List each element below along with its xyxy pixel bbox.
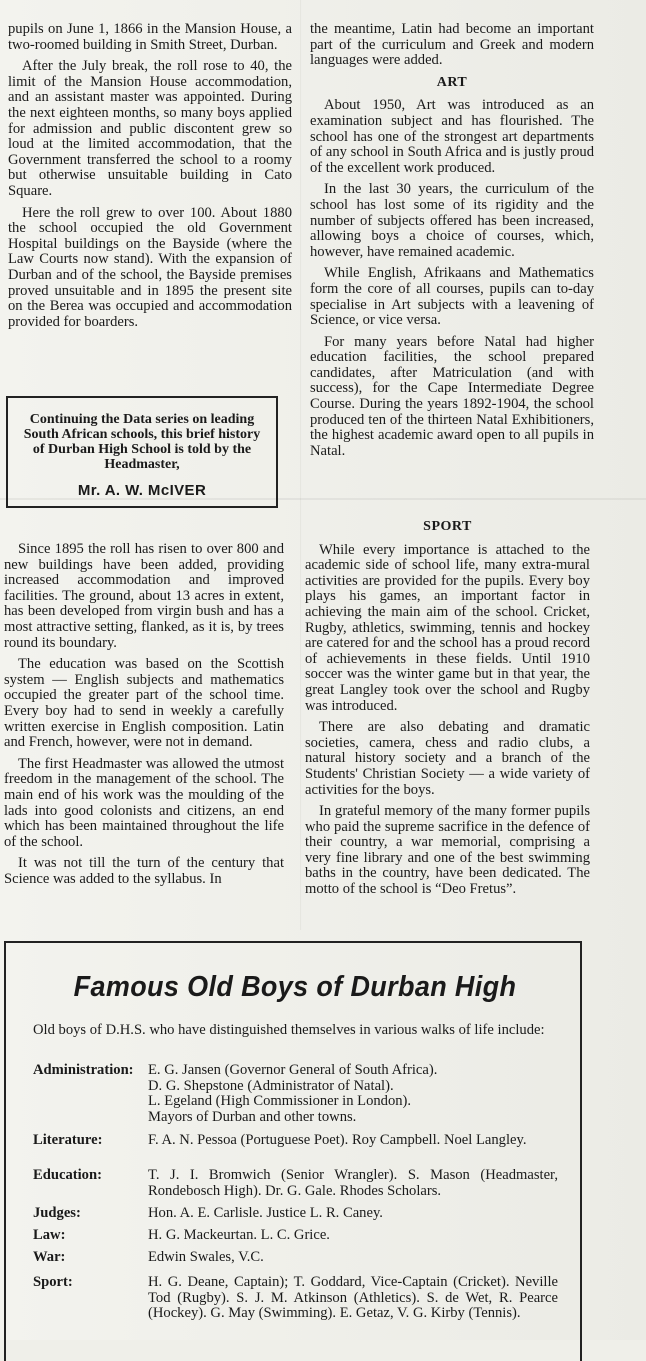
famous-intro: Old boys of D.H.S. who have distinguished themselves in various walks of life include: bbox=[33, 1022, 545, 1038]
famous-entries bbox=[148, 1250, 558, 1266]
famous-entry: H. G. Mackeurtan. L. C. Grice. bbox=[148, 1227, 330, 1243]
famous-category: Literature: bbox=[33, 1132, 103, 1148]
column-top-left bbox=[8, 22, 292, 336]
column-bottom-right bbox=[305, 519, 590, 904]
paragraph: Here the roll grew to over 100. About 1880 the school occupied the old Government Hospital buildings on the Bayside (where the Law Courts now stand). With the expansion of Durban and of the school, the Bayside premises proved unsuitable and in 1895 the present site on the Berea was occupied and accommodation provided for boarders. bbox=[8, 204, 292, 330]
famous-entry: T. J. I. Bromwich (Senior Wrangler). S. Mason (Headmaster, Rondebosch High). Dr. G. Gale. Rhodes Scholars. bbox=[148, 1167, 558, 1199]
famous-entry: H. G. Deane, Captain); T. Goddard, Vice-Captain (Cricket). Neville Tod (Rugby). S. J. M. Atkinson (Athletics). S. de Wet, R. Pearce (Hockey). G. May (Swimming). E. Getaz, V. G. Kirby (Tennis). bbox=[148, 1274, 558, 1322]
column-top-right bbox=[310, 22, 594, 465]
paragraph: It was not till the turn of the century that Science was added to the syllabus. In bbox=[4, 855, 284, 887]
famous-entry: Mayors of Durban and other towns. bbox=[148, 1108, 357, 1125]
column-bottom-left bbox=[4, 542, 284, 893]
page-fold-vertical bbox=[300, 0, 302, 930]
data-series-box bbox=[6, 396, 278, 508]
paragraph: While English, Afrikaans and Mathematics form the core of all courses, pupils can to-day specialise in Art subjects with a leavening of Science, or vice versa. bbox=[310, 265, 594, 329]
famous-entry: L. Egeland (High Commissioner in London). bbox=[148, 1093, 412, 1110]
famous-entries bbox=[148, 1275, 558, 1322]
data-series-intro: Continuing the Data series on leading South African schools, this brief history of Durban High School is told by the Headmaster, bbox=[23, 412, 261, 472]
famous-category: Education: bbox=[33, 1167, 102, 1183]
famous-category: Administration: bbox=[33, 1062, 134, 1078]
famous-entries bbox=[148, 1063, 558, 1125]
famous-entries bbox=[148, 1228, 558, 1244]
paragraph: The first Headmaster was allowed the utmost freedom in the management of the school. The main end of his work was the moulding of the lads into good colonists and citizens, an end which has been maintained throughout the life of the school. bbox=[4, 755, 284, 850]
paragraph: pupils on June 1, 1866 in the Mansion House, a two-roomed building in Smith Street, Durban. bbox=[8, 21, 292, 53]
famous-entry: F. A. N. Pessoa (Portuguese Poet). Roy Campbell. Noel Langley. bbox=[148, 1132, 527, 1148]
famous-entries bbox=[148, 1133, 558, 1149]
paragraph: After the July break, the roll rose to 40, the limit of the Mansion House accommodation, and an assistant master was appointed. During the next eighteen months, so many boys applied for admission and public discontent grew so loud at the limited accommodation, that the Government transferred the school to a roomy but otherwise unsuitable building in Cato Square. bbox=[8, 58, 292, 199]
paragraph: The education was based on the Scottish system — English subjects and mathematics occupied the greater part of the school time. Every boy had to send in weekly a carefully written exercise in English composition. Latin and French, however, were not in demand. bbox=[4, 656, 284, 751]
famous-title: Famous Old Boys of Durban High bbox=[73, 971, 517, 1003]
famous-old-boys-box bbox=[4, 941, 582, 1361]
section-heading-sport: SPORT bbox=[423, 519, 472, 534]
author-name: Mr. A. W. McIVER bbox=[77, 482, 207, 499]
famous-entry: D. G. Shepstone (Administrator of Natal). bbox=[148, 1077, 394, 1094]
famous-entries bbox=[148, 1206, 558, 1222]
paragraph: While every importance is attached to the academic side of school life, many extra-mural activities are provided for the pupils. Every boy plays his games, an important factor in achieving the main aim of the school. Cricket, Rugby, athletics, swimming, tennis and hockey are catered for and the school has a proud record of achievements in these fields. Until 1910 soccer was the winter game but in that year, the great Langley took over the school and Rugby was introduced. bbox=[305, 541, 590, 714]
paragraph: About 1950, Art was introduced as an examination subject and has flourished. The school has one of the strongest art departments of any school in South Africa and is justly proud of the excellent work produced. bbox=[310, 97, 594, 176]
paragraph: the meantime, Latin had become an important part of the curriculum and Greek and modern languages were added. bbox=[310, 21, 594, 69]
famous-entry: E. G. Jansen (Governor General of South Africa). bbox=[148, 1062, 438, 1078]
paragraph: Since 1895 the roll has risen to over 800 and new buildings have been added, providing increased accommodation and improved facilities. The ground, about 13 acres in extent, has been developed from virgin bush and has a most attractive setting, flanked, as it is, by trees round its boundary. bbox=[4, 541, 284, 651]
paragraph: For many years before Natal had higher education facilities, the school prepared candidates, after Matriculation (and with success), for the Cape Intermediate Degree Course. During the years 1892-1904, the school produced ten of the thirteen Natal Exhibitioners, the highest academic award open to all pupils in Natal. bbox=[310, 333, 594, 459]
paragraph: In the last 30 years, the curriculum of the school has lost some of its rigidity and the number of subjects offered has been increased, allowing boys a choice of courses, which, however, have remained academic. bbox=[310, 181, 594, 260]
famous-category: War: bbox=[33, 1249, 66, 1265]
famous-entry: Edwin Swales, V.C. bbox=[148, 1249, 264, 1265]
famous-category: Sport: bbox=[33, 1274, 73, 1290]
famous-category: Judges: bbox=[33, 1205, 81, 1221]
famous-category: Law: bbox=[33, 1227, 66, 1243]
famous-entry: Hon. A. E. Carlisle. Justice L. R. Caney. bbox=[148, 1205, 383, 1221]
paragraph: In grateful memory of the many former pupils who paid the supreme sacrifice in the defence of their country, a war memorial, comprising a very fine library and one of the best swimming baths in the country, have been dedicated. The motto of the school is “Deo Fretus”. bbox=[305, 803, 590, 898]
paragraph: There are also debating and dramatic societies, camera, chess and radio clubs, a natural history society and a branch of the Students' Christian Society — a wide variety of activities for the boys. bbox=[305, 719, 590, 798]
famous-entries bbox=[148, 1168, 558, 1199]
section-heading-art: ART bbox=[436, 74, 468, 90]
